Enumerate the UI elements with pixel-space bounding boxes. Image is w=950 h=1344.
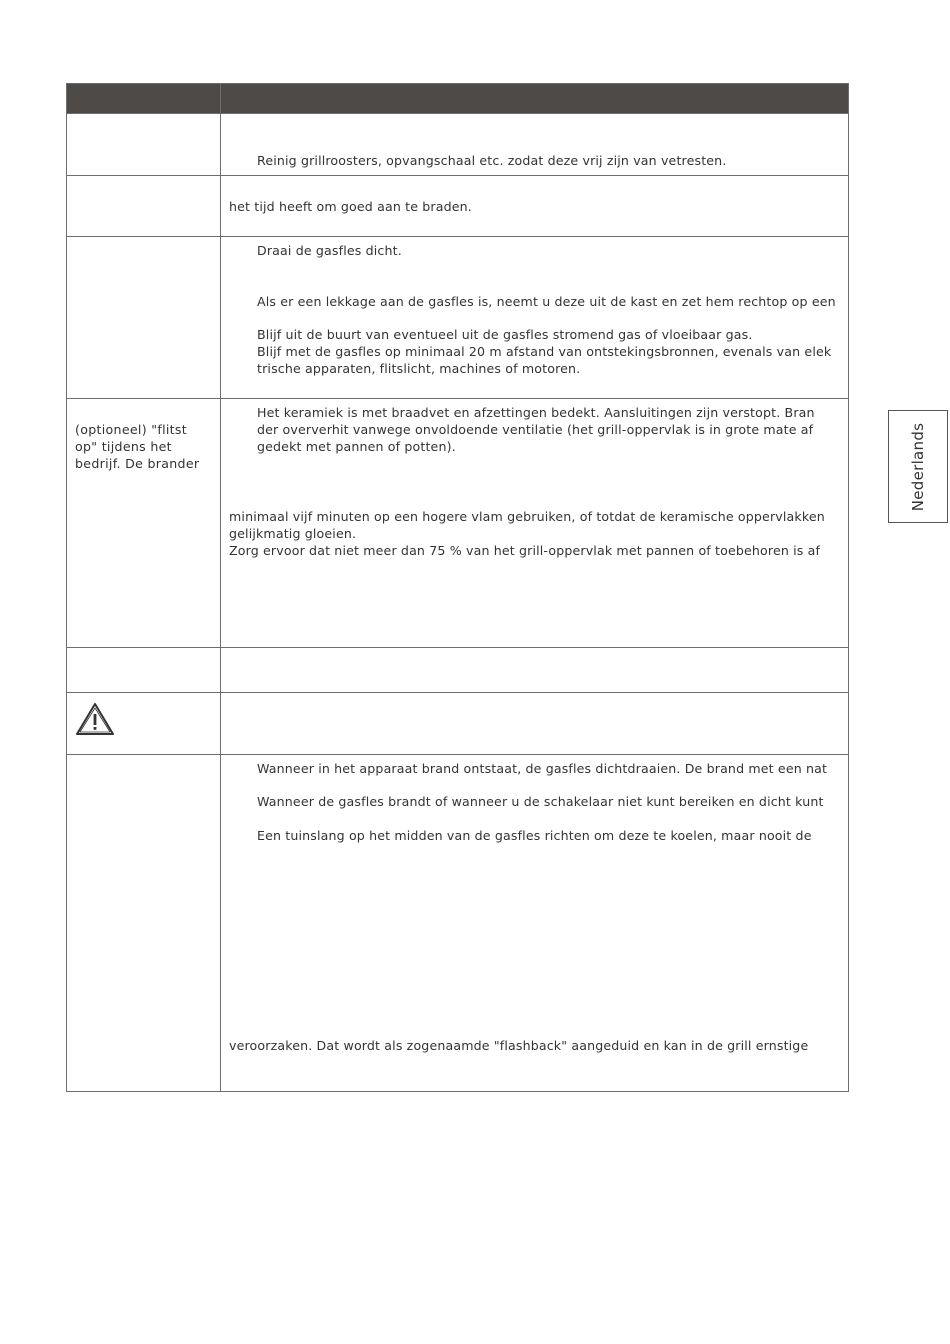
solution-text-line: Draai de gasfles dicht. — [257, 243, 402, 258]
row-2-right — [221, 176, 849, 237]
solution-text-line: Wanneer de gasfles brandt of wanneer u de schakelaar niet kunt bereiken en dicht kunt — [257, 794, 824, 809]
solution-text-line: Als er een lekkage aan de gasfles is, neemt u deze uit de kast en zet hem rechtop op een — [257, 294, 836, 309]
solution-text-line: Zorg ervoor dat niet meer dan 75 % van het grill-oppervlak met pannen of toebehoren is af — [229, 543, 821, 558]
solution-text-line: Reinig grillroosters, opvangschaal etc. zodat deze vrij zijn van vetresten. — [257, 153, 727, 168]
language-tab-label: Nederlands — [909, 422, 927, 511]
problem-text-line: bedrijf. De brander — [75, 456, 200, 471]
solution-text-line: trische apparaten, flitslicht, machines of motoren. — [257, 361, 581, 376]
table-row — [67, 755, 849, 1092]
language-side-tab[interactable] — [888, 410, 948, 523]
solution-text-line: minimaal vijf minuten op een hogere vlam gebruiken, of totdat de keramische oppervlakken — [229, 509, 825, 524]
row-7-right — [221, 755, 849, 1092]
row-3-right — [221, 237, 849, 399]
table-row — [67, 176, 849, 237]
table-row — [67, 693, 849, 755]
row-1-left — [67, 114, 221, 176]
solution-text-line: Het keramiek is met braadvet en afzettingen bedekt. Aansluitingen zijn verstopt. Bran — [257, 405, 815, 420]
solution-text-line: het tijd heeft om goed aan te braden. — [229, 199, 472, 214]
warning-triangle-icon — [75, 702, 115, 736]
troubleshooting-table — [66, 83, 849, 1092]
row-3-left — [67, 237, 221, 399]
row-4-left — [67, 399, 221, 648]
row-4-right — [221, 399, 849, 648]
solution-text-line: gedekt met pannen of potten). — [257, 439, 456, 454]
problem-text-line: op" tijdens het — [75, 439, 172, 454]
row-7-left — [67, 755, 221, 1092]
solution-text-line: veroorzaken. Dat wordt als zogenaamde "flashback" aangeduid en kan in de grill ernstige — [229, 1038, 809, 1053]
problem-text-line: (optioneel) "flitst — [75, 422, 188, 437]
row-1-right — [221, 114, 849, 176]
row-6-right — [221, 693, 849, 755]
solution-text-line: gelijkmatig gloeien. — [229, 526, 357, 541]
table-row — [67, 237, 849, 399]
solution-text-line: Blijf met de gasfles op minimaal 20 m afstand van ontstekingsbronnen, evenals van elek — [257, 344, 832, 359]
row-6-left — [67, 693, 221, 755]
table-row — [67, 399, 849, 648]
row-2-left — [67, 176, 221, 237]
header-cell-solution — [221, 84, 849, 114]
table-row — [67, 648, 849, 693]
header-cell-problem — [67, 84, 221, 114]
solution-text-line: Blijf uit de buurt van eventueel uit de gasfles stromend gas of vloeibaar gas. — [257, 327, 753, 342]
solution-text-line: Een tuinslang op het midden van de gasfles richten om deze te koelen, maar nooit de — [257, 828, 812, 843]
solution-text-line: der oververhit vanwege onvoldoende ventilatie (het grill-oppervlak is in grote mate af — [257, 422, 814, 437]
solution-text-line: Wanneer in het apparaat brand ontstaat, de gasfles dichtdraaien. De brand met een nat — [257, 761, 828, 776]
row-5-left — [67, 648, 221, 693]
table-header-row — [67, 84, 849, 114]
table-row — [67, 114, 849, 176]
row-5-right — [221, 648, 849, 693]
